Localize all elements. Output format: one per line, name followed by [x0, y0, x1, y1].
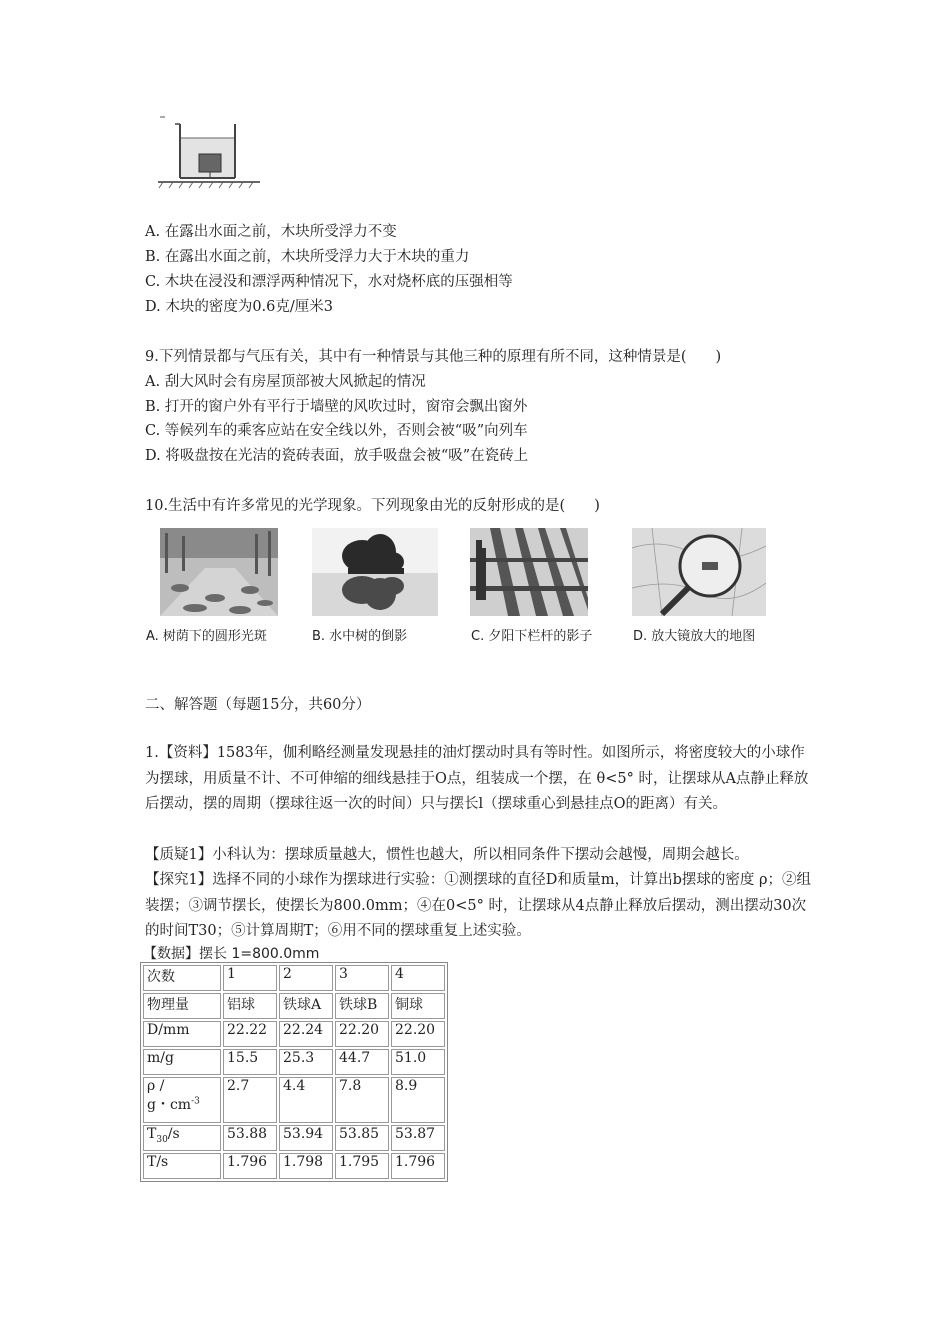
t30-label: $T_{30}/s$	[143, 1125, 221, 1151]
caption-a: A. 树荫下的圆形光斑	[146, 629, 267, 644]
caption-c: C. 夕阳下栏杆的影子	[471, 629, 593, 644]
caption-d: D. 放大镜放大的地图	[633, 629, 756, 644]
paragraph-material: 1.【资料】1583年，伽利略经测量发现悬挂的油灯摆动时具有等时性。如图所示，将密度较大的小球作为摆球，用质量不计、不可伸缩的细线悬挂于O点，组装成一个摆，在 θ<5° 时，让摆球从A点静止释放后摆动，摆的周期（摆球往返一次的时间）只与摆长l（摆球重心到悬挂点O的距离）有关。	[145, 745, 809, 812]
q9-option-c: C. 等候列车的乘客应站在安全线以外，否则会被“吸”向列车	[145, 423, 528, 439]
data-table	[140, 962, 448, 1182]
q9-stem: 9.下列情景都与气压有关，其中有一种情景与其他三种的原理有所不同，这种情景是( )	[145, 349, 722, 365]
q8-option-a: A. 在露出水面之前，木块所受浮力不变	[145, 224, 397, 240]
magnifier-map-photo	[632, 528, 766, 616]
paragraph-question1: 【质疑1】小科认为：摆球质量越大，惯性也越大，所以相同条件下摆动会越慢，周期会越长。	[145, 847, 749, 863]
q10-stem: 10.生活中有许多常见的光学现象。下列现象由光的反射形成的是( )	[145, 498, 600, 514]
table-row: D/mm 22.22 22.24 22.20 22.20	[143, 1021, 445, 1047]
section-title: 二、解答题（每题15分，共60分）	[145, 697, 371, 713]
density-label: ρ / g・$cm^{-3}$	[143, 1077, 221, 1123]
table-row: m/g 15.5 25.3 44.7 51.0	[143, 1049, 445, 1075]
q8-option-b: B. 在露出水面之前，木块所受浮力大于木块的重力	[145, 249, 470, 265]
caption-b: B. 水中树的倒影	[312, 629, 408, 644]
table-row: 物理量 铝球 铁球A 铁球B 铜球	[143, 993, 445, 1019]
beaker-figure	[155, 112, 265, 194]
q9-option-d: D. 将吸盘按在光洁的瓷砖表面，放手吸盘会被“吸”在瓷砖上	[145, 448, 529, 464]
data-label: 【数据】摆长 1=800.0mm	[143, 946, 320, 962]
table-row: ρ / g・$cm^{-3}$ 2.7 4.4 7.8 8.9	[143, 1077, 445, 1123]
tree-reflection-photo	[312, 528, 438, 616]
q8-option-d: D. 木块的密度为0.6克/厘米3	[145, 299, 333, 315]
q9-option-a: A. 刮大风时会有房屋顶部被大风掀起的情况	[145, 374, 426, 390]
table-row: $T_{30}/s$ 53.88 53.94 53.85 53.87	[143, 1125, 445, 1151]
q8-option-c: C. 木块在浸没和漂浮两种情况下，水对烧杯底的压强相等	[145, 274, 513, 290]
table-row: T/s 1.796 1.798 1.795 1.796	[143, 1153, 445, 1179]
table-row: 次数 1 2 3 4	[143, 965, 445, 991]
q9-option-b: B. 打开的窗户外有平行于墙壁的风吹过时，窗帘会飘出窗外	[145, 399, 528, 415]
railing-shadow-photo	[470, 528, 588, 616]
paragraph-explore1: 【探究1】选择不同的小球作为摆球进行实验：①测摆球的直径D和质量m，计算出b摆球的密度 ρ；②组装摆；③调节摆长，使摆长为800.0mm；④在0<5° 时，让摆球从4点静止释放后摆动，测出摆动30次的时间T30；⑤计算周期T；⑥用不同的摆球重复上述实验。	[145, 872, 812, 939]
tree-shade-photo	[160, 528, 278, 616]
